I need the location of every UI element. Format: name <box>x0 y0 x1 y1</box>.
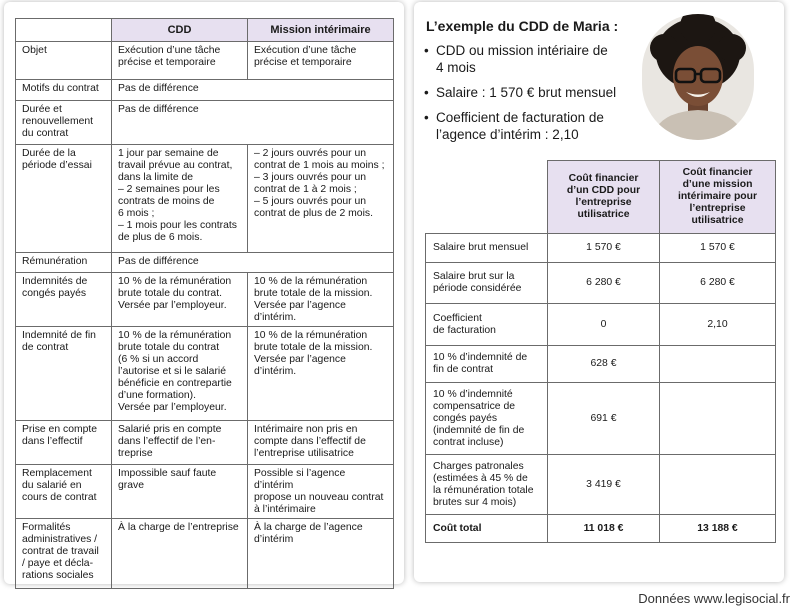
interim-value: 6 280 € <box>660 263 776 304</box>
table-row <box>426 263 776 304</box>
row-label: Salaire brut sur la période considérée <box>426 263 548 304</box>
list-item <box>424 42 634 76</box>
row-label: Durée de la période d’essai <box>16 145 112 253</box>
row-label: Charges patronales (estimées à 45 % de la rémunération totale brutes sur 4 mois) <box>426 455 548 515</box>
interim-value <box>660 346 776 383</box>
interim-total-value: 13 188 € <box>660 515 776 543</box>
avatar <box>642 14 754 140</box>
cost-header-cdd: Coût financier d’un CDD pour l’entreprise utilisatrice <box>548 161 660 234</box>
table-row <box>16 145 394 253</box>
row-label: Formalités administratives / contrat de travail / paye et décla- rations sociales <box>16 519 112 589</box>
table-row <box>16 421 394 465</box>
table-row <box>16 465 394 519</box>
row-label: Salaire brut mensuel <box>426 234 548 263</box>
common-cell: Pas de différence <box>112 80 394 101</box>
cdd-value: 6 280 € <box>548 263 660 304</box>
cdd-value: 3 419 € <box>548 455 660 515</box>
interim-value <box>660 383 776 455</box>
source-credit: Données www.legisocial.fr <box>638 591 790 606</box>
cdd-cell: 1 jour par semaine de travail prévue au contrat, dans la limite de – 2 semaines pour les contrats de moins de 6 mois ; – 1 mois pour les contrats de plus de 6 mois. <box>112 145 248 253</box>
list-item-text: Salaire : 1 570 € brut mensuel <box>436 85 617 100</box>
cdd-total-value: 11 018 € <box>548 515 660 543</box>
woman-portrait-icon <box>642 14 754 140</box>
interim-value <box>660 455 776 515</box>
cdd-cell: 10 % de la rémunération brute totale du contrat (6 % si un accord l’autorise et si le salarié bénéficie en contrepartie d’une formation). Versée par l’employeur. <box>112 327 248 421</box>
bullet-icon: • <box>424 110 429 125</box>
common-cell: Pas de différence <box>112 253 394 273</box>
row-label: Rémunération <box>16 253 112 273</box>
example-title: L’exemple du CDD de Maria : <box>426 18 619 34</box>
table-row <box>16 253 394 273</box>
cdd-value: 691 € <box>548 383 660 455</box>
cdd-cell: 10 % de la rémunération brute totale du contrat. Versée par l’employeur. <box>112 273 248 327</box>
row-label: Objet <box>16 42 112 80</box>
interim-cell: À la charge de l’agence d’intérim <box>248 519 394 589</box>
row-label: Indemnité de fin de contrat <box>16 327 112 421</box>
interim-value: 1 570 € <box>660 234 776 263</box>
cdd-value: 1 570 € <box>548 234 660 263</box>
interim-cell: Intérimaire non pris en compte dans l’effectif de l’entreprise utilisatrice <box>248 421 394 465</box>
cost-header-row <box>426 161 776 234</box>
comparison-table <box>15 18 394 589</box>
table-row <box>16 42 394 80</box>
interim-cell: – 2 jours ouvrés pour un contrat de 1 mois au moins ; – 3 jours ouvrés pour un contrat de 1 à 2 mois ; – 5 jours ouvrés pour un contrat de plus de 2 mois. <box>248 145 394 253</box>
list-item <box>424 109 634 143</box>
example-panel <box>414 2 784 582</box>
interim-cell: 10 % de la rémunération brute totale de la mission. Versée par l’agence d’intérim. <box>248 273 394 327</box>
comparison-panel <box>4 2 404 584</box>
cdd-cell: À la charge de l’entreprise <box>112 519 248 589</box>
table-row <box>16 101 394 145</box>
comparison-header-row <box>16 19 394 42</box>
comparison-header-cdd: CDD <box>112 19 248 42</box>
interim-cell: Possible si l’agence d’intérim propose un nouveau contrat à l’intérimaire <box>248 465 394 519</box>
row-label: Coefficient de facturation <box>426 304 548 346</box>
row-label: Indemnités de congés payés <box>16 273 112 327</box>
row-label: 10 % d’indemnité compensatrice de congés payés (indemnité de fin de contrat incluse) <box>426 383 548 455</box>
row-label: Prise en compte dans l’effectif <box>16 421 112 465</box>
cdd-value: 628 € <box>548 346 660 383</box>
cdd-value: 0 <box>548 304 660 346</box>
comparison-header-interim: Mission intérimaire <box>248 19 394 42</box>
comparison-header-empty <box>16 19 112 42</box>
bullet-icon: • <box>424 85 429 100</box>
table-row <box>426 383 776 455</box>
cost-header-empty <box>426 161 548 234</box>
interim-cell: 10 % de la rémunération brute totale de la mission. Versée par l’agence d’intérim. <box>248 327 394 421</box>
row-label: Motifs du contrat <box>16 80 112 101</box>
interim-value: 2,10 <box>660 304 776 346</box>
list-item-text: CDD ou mission intériaire de 4 mois <box>436 43 608 75</box>
total-row <box>426 515 776 543</box>
list-item-text: Coefficient de facturation de l’agence d’intérim : 2,10 <box>436 110 604 142</box>
cdd-cell: Salarié pris en compte dans l’effectif de l’en- treprise <box>112 421 248 465</box>
common-cell: Pas de différence <box>112 101 394 145</box>
row-label: Durée et renouvellement du contrat <box>16 101 112 145</box>
example-list <box>424 42 634 151</box>
table-row <box>426 455 776 515</box>
cdd-cell: Exécution d’une tâche précise et temporaire <box>112 42 248 80</box>
table-row <box>16 273 394 327</box>
interim-cell: Exécution d’une tâche précise et temporaire <box>248 42 394 80</box>
table-row <box>426 346 776 383</box>
table-row <box>16 519 394 589</box>
cost-header-interim: Coût financier d’une mission intérimaire pour l’entreprise utilisatrice <box>660 161 776 234</box>
table-row <box>426 304 776 346</box>
cost-table <box>425 160 776 543</box>
row-label: Remplacement du salarié en cours de contrat <box>16 465 112 519</box>
bullet-icon: • <box>424 43 429 58</box>
row-label: Coût total <box>426 515 548 543</box>
table-row <box>16 80 394 101</box>
list-item <box>424 84 634 101</box>
row-label: 10 % d’indemnité de fin de contrat <box>426 346 548 383</box>
table-row <box>426 234 776 263</box>
cdd-cell: Impossible sauf faute grave <box>112 465 248 519</box>
table-row <box>16 327 394 421</box>
